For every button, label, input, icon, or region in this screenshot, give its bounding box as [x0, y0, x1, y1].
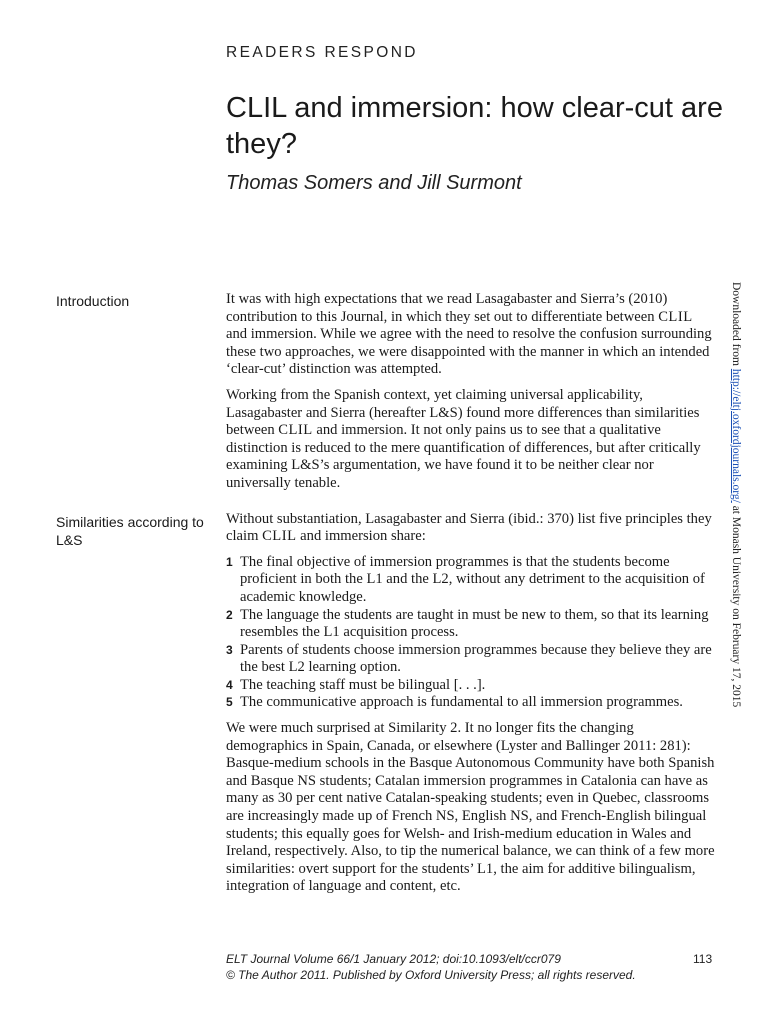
- list-item: 4 The teaching staff must be bilingual [. . .].: [226, 676, 486, 693]
- heading-similarities: Similarities according to L&S: [56, 514, 204, 548]
- paragraph-2: Working from the Spanish context, yet claiming universal applicability, Lasagabaster and Sierra (hereafter L&S) found more differences than similarities between CLIL and immersion. It not only pains us to see that a qualitative distinction is reduced to the mere quantification of differences, but after critically examining L&S’s argumentation, we have found it to be neither clear nor universally tenable.: [226, 386, 701, 491]
- journal-citation: ELT Journal Volume 66/1 January 2012; doi:10.1093/elt/ccr079: [226, 952, 561, 966]
- list-item: 3 Parents of students choose immersion programmes because they believe they are the best L2 learning option.: [226, 641, 712, 676]
- abbreviation: CLIL: [658, 308, 693, 325]
- paragraph-1: It was with high expectations that we read Lasagabaster and Sierra’s (2010) contribution to this Journal, in which they set out to differentiate between CLIL and immersion. While we agree with the need to resolve the confusion surrounding these two approaches, we were disappointed with the manner in which an intended ‘clear-cut’ distinction was attempted.: [226, 291, 712, 378]
- download-link[interactable]: http://eltj.oxfordjournals.org/: [730, 368, 742, 503]
- abbreviation: CLIL: [278, 422, 313, 439]
- list-item: 1 The final objective of immersion programmes is that the students become proficient in both the L1 and the L2, without any detriment to the acquisition of academic knowledge.: [226, 553, 705, 605]
- authors: Thomas Somers and Jill Surmont: [226, 172, 522, 194]
- list-item: 2 The language the students are taught in must be new to them, so that its learning resembles the L1 acquisition process.: [226, 606, 709, 641]
- article-body: [226, 291, 716, 904]
- download-notice: Downloaded from http://eltj.oxfordjournals.org/ at Monash University on February 17, 2015: [730, 282, 742, 708]
- page-number: 113: [693, 952, 713, 966]
- paragraph-4: We were much surprised at Similarity 2. It no longer fits the changing demographics in Spain, Canada, or elsewhere (Lyster and Ballinger 2011: 281): Basque-medium schools in the Basque Autonomous Community have both Spanish and Basque NS students; Catalan immersion programmes in Catalonia can have as many as 30 per cent native Catalan-speaking students; even in Quebec, classrooms are increasingly made up of French NS, English NS, and French-English bilingual students; this equally goes for Welsh- and Irish-medium education in Wales and Ireland, respectively. Also, to tip the numerical balance, we can think of a few more similarities: overt support for the students’ L1, the aim for additive bilingualism, integration of language and content, etc.: [226, 720, 715, 895]
- section-label: READERS RESPOND: [226, 44, 418, 61]
- paragraph-3: Without substantiation, Lasagabaster and Sierra (ibid.: 370) list five principles they claim CLIL and immersion share:: [226, 510, 712, 545]
- heading-introduction: Introduction: [56, 293, 130, 309]
- abbreviation: CLIL: [262, 528, 297, 545]
- list-item: 5 The communicative approach is fundamental to all immersion programmes.: [226, 694, 683, 711]
- article-title: CLIL and immersion: how clear-cut are they?: [226, 92, 723, 160]
- principles-list: [226, 554, 716, 712]
- copyright-notice: © The Author 2011. Published by Oxford University Press; all rights reserved.: [226, 968, 636, 982]
